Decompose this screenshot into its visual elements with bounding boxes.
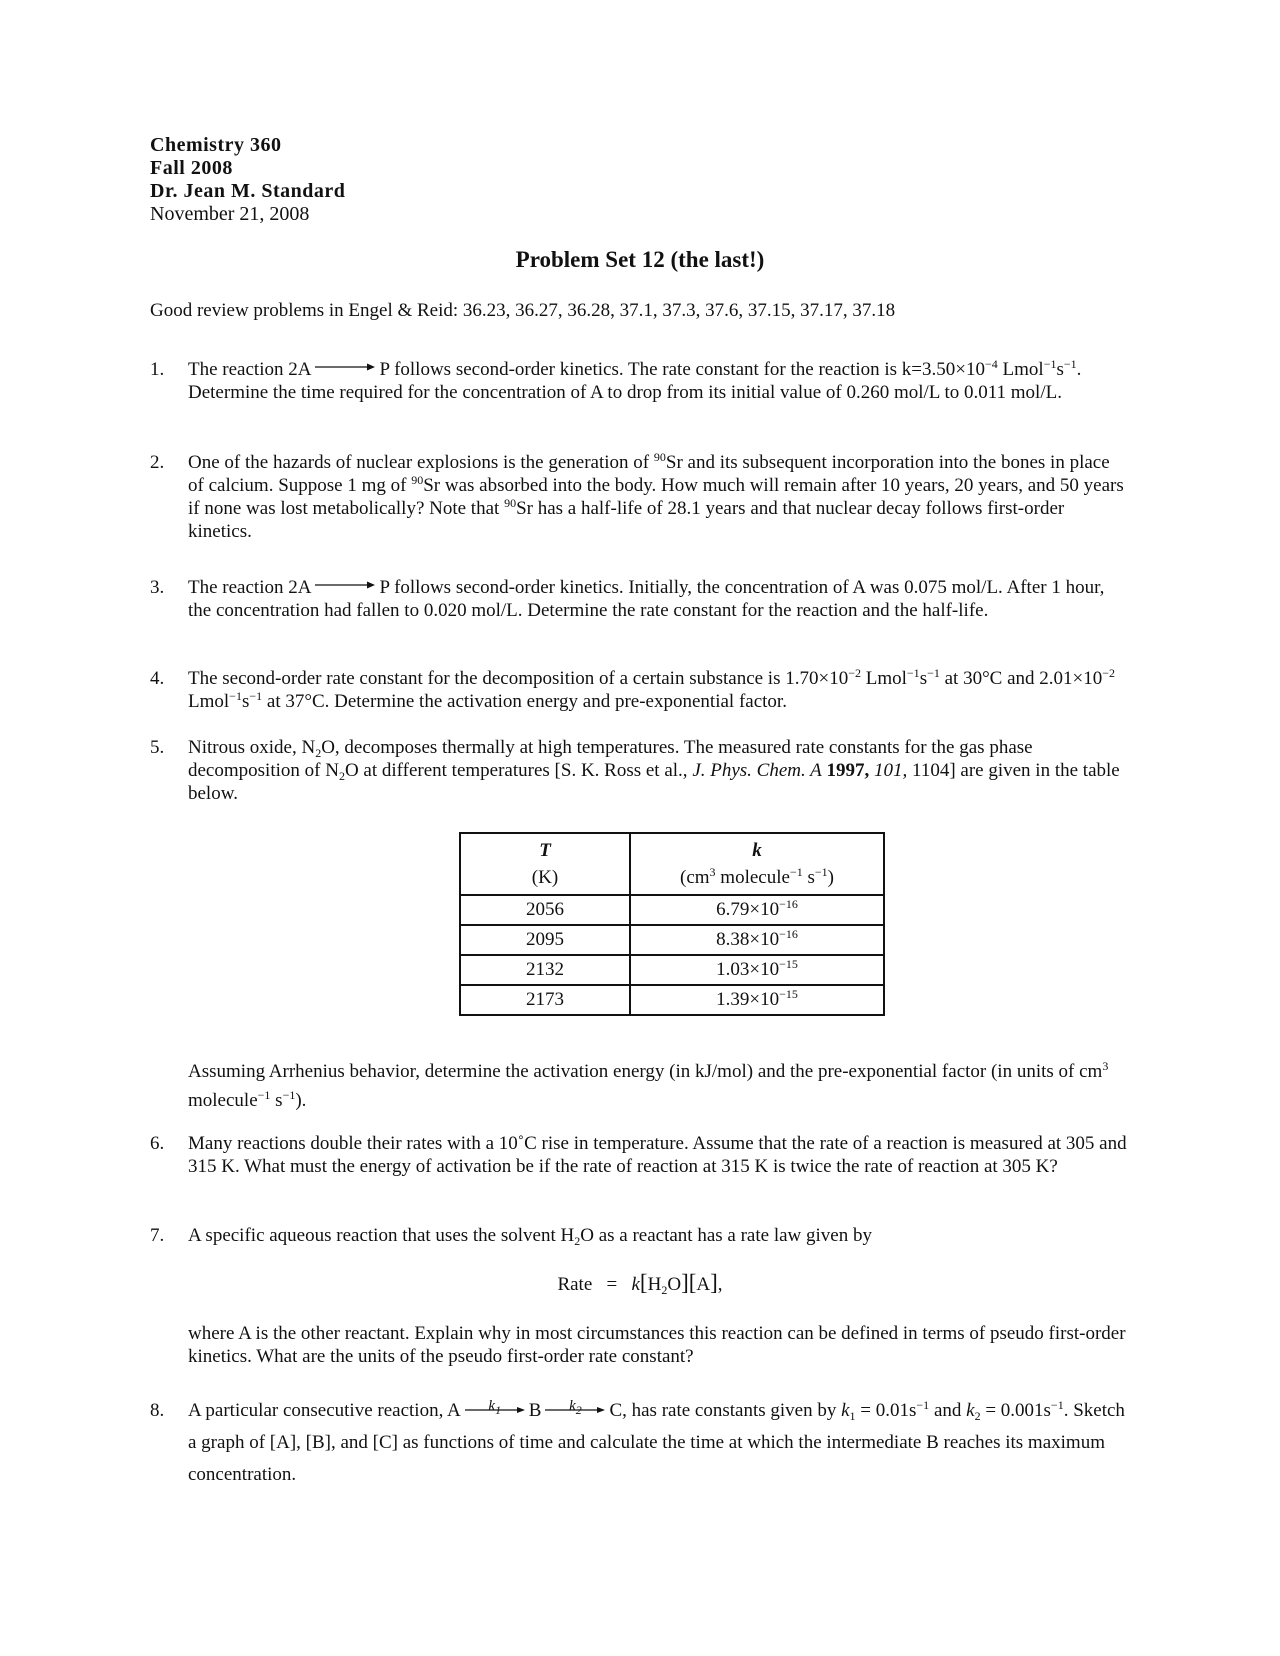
text: Nitrous oxide, N (188, 737, 316, 758)
text: O at different temperatures [S. K. Ross et al., (344, 760, 693, 781)
problem-2 (150, 451, 1130, 543)
text: B (528, 1400, 542, 1421)
exponent: −1 (257, 1088, 271, 1102)
text: = 0.001s (980, 1400, 1051, 1421)
text: s (1056, 359, 1064, 380)
value: 1.03×10 (716, 959, 780, 980)
value: 6.79×10 (716, 899, 780, 920)
column-unit: (K) (531, 867, 559, 888)
isotope-number: 90 (504, 496, 517, 510)
table-row (460, 955, 884, 985)
rate-constant-symbol: k (631, 1274, 640, 1295)
problem-text: Many reactions double their rates with a 10˚C rise in temperature. Assume that the rate of a reaction is measured at 305 and 315 K. What must the energy of activation be if the rate of reaction at 315 K is twice the rate of reaction at 305 K? (188, 1133, 1127, 1177)
problem-7 (150, 1224, 1130, 1247)
unit-text: s (802, 867, 815, 888)
text: C, has rate constants given by (609, 1400, 842, 1421)
text: molecule (188, 1090, 258, 1111)
text: Sr has a half-life of 28.1 years and that nuclear decay follows first-order kinetics. (188, 498, 1065, 542)
rate-arrow-k2 (545, 1396, 605, 1418)
text: P follows second-order kinetics. Initially, the concentration of A was 0.075 mol/L. After 1 hour, the concentration had fallen to 0.020 mol/L. Determine the rate constant for the reaction and the half-life. (188, 577, 1105, 621)
problem-number: 7. (150, 1225, 165, 1246)
rate-arrow-k1 (465, 1396, 525, 1418)
reaction-arrow-icon (315, 362, 375, 372)
exponent: −1 (927, 666, 940, 680)
term: Fall 2008 (150, 157, 233, 179)
problem-number: 6. (150, 1133, 165, 1154)
reaction-arrow-icon (315, 580, 375, 590)
text: at 37°C. Determine the activation energy and pre-exponential factor. (262, 691, 787, 712)
journal-volume: 101, (874, 760, 908, 781)
exponent: −1 (282, 1088, 296, 1102)
rate-constant-cell (630, 895, 884, 925)
temperature-cell: 2132 (460, 955, 630, 985)
equals-sign: = (606, 1274, 618, 1295)
text: O (667, 1274, 682, 1295)
exponent: −1 (229, 689, 242, 703)
subscript: 2 (574, 1234, 581, 1248)
text: The second-order rate constant for the decomposition of a certain substance is 1.70×10 (188, 668, 849, 689)
table-row (460, 985, 884, 1015)
journal-name: J. Phys. Chem. A (692, 760, 822, 781)
exponent: 3 (1102, 1059, 1109, 1073)
exponent: −15 (779, 957, 798, 971)
problem-8 (150, 1395, 1130, 1491)
subscript: 2 (575, 1403, 582, 1417)
column-header-temperature (460, 833, 630, 895)
text: A specific aqueous reaction that uses the solvent H (188, 1225, 575, 1246)
instructor: Dr. Jean M. Standard (150, 180, 346, 202)
problem-text (188, 1395, 1130, 1491)
text: s (919, 668, 928, 689)
problem-5-followup (150, 1057, 1130, 1115)
problem-text (188, 736, 1130, 805)
text: H (647, 1274, 662, 1295)
text: at 30°C and 2.01×10 (939, 668, 1103, 689)
temperature-cell: 2173 (460, 985, 630, 1015)
header-block (150, 134, 345, 226)
isotope-number: 90 (411, 473, 424, 487)
text: The reaction 2A (188, 577, 312, 598)
unit-text: ) (827, 867, 834, 888)
text: O, decomposes thermally at high temperatures. The measured rate constants for the gas phase decomposition of N (188, 737, 1033, 781)
column-symbol: T (539, 840, 551, 861)
problem-number: 2. (150, 452, 165, 473)
text: Assuming Arrhenius behavior, determine the activation energy (in kJ/mol) and the pre-exponential factor (in units of cm (188, 1061, 1103, 1082)
exponent: −4 (984, 357, 998, 371)
text: 1104] are given in the table below. (188, 760, 1120, 804)
subscript: 2 (338, 769, 345, 783)
column-symbol: k (752, 840, 762, 861)
rate-law-equation: Rate = $k[H_2O][A]$, (557, 1270, 723, 1297)
text: . Sketch a graph of [A], [B], and [C] as functions of time and calculate the time at which the intermediate B reaches its maximum concentration. (188, 1400, 1125, 1485)
text: . Determine the time required for the concentration of A to drop from its initial value of 0.260 mol/L to 0.011 mol/L. (188, 359, 1082, 403)
review-problems: Good review problems in Engel & Reid: 36.23, 36.27, 36.28, 37.1, 37.3, 37.6, 37.15, 37.17, 37.18 (150, 300, 896, 321)
problem-text (188, 1224, 1130, 1247)
problem-text: where A is the other reactant. Explain why in most circumstances this reaction can be defined in terms of pseudo first-order kinetics. What are the units of the pseudo first-order rate constant? (188, 1323, 1126, 1367)
text: Sr and its subsequent incorporation into the bones in place of calcium. Suppose 1 mg of (188, 452, 1110, 496)
rate-constant-symbol: k (966, 1400, 975, 1421)
problem-number: 4. (150, 668, 165, 689)
subscript: 2 (661, 1283, 668, 1297)
exponent: −1 (906, 666, 920, 680)
text: Lmol (188, 691, 230, 712)
subscript: 2 (974, 1409, 981, 1423)
table-row (460, 925, 884, 955)
exponent: −1 (814, 865, 828, 879)
problem-7-followup (150, 1322, 1130, 1368)
value: 1.39×10 (716, 989, 780, 1010)
problem-text (188, 451, 1130, 543)
text: One of the hazards of nuclear explosions is the generation of (188, 452, 654, 473)
problem-3 (150, 576, 1130, 622)
arrow-icon (545, 1406, 605, 1414)
text: and (929, 1400, 967, 1421)
problem-6 (150, 1132, 1130, 1178)
exponent: −1 (1050, 1398, 1064, 1412)
text: , (717, 1274, 723, 1295)
rate-constant-cell (630, 985, 884, 1015)
rate-constant-table (459, 832, 885, 1016)
rate-constant-cell (630, 955, 884, 985)
text: Sr was absorbed into the body. How much will remain after 10 years, 20 years, and 50 years if none was lost metabolically? Note that (188, 475, 1124, 519)
problem-text (188, 576, 1130, 622)
problem-5 (150, 736, 1130, 805)
exponent: −16 (779, 927, 798, 941)
journal-year: 1997, (821, 760, 875, 781)
exponent: −1 (1043, 357, 1057, 371)
label: k (569, 1398, 576, 1414)
exponent: −16 (779, 897, 798, 911)
text: = 0.01s (855, 1400, 917, 1421)
unit-text: (cm (680, 867, 710, 888)
problem-number: 5. (150, 737, 165, 758)
text: A particular consecutive reaction, A (188, 1400, 461, 1421)
problem-number: 8. (150, 1400, 165, 1421)
arrow-icon (465, 1406, 525, 1414)
subscript: 2 (315, 746, 322, 760)
problem-text (188, 358, 1130, 404)
exponent: 3 (709, 865, 716, 879)
value: 8.38×10 (716, 929, 780, 950)
problem-1 (150, 358, 1130, 404)
label: k (488, 1398, 496, 1414)
text: The reaction 2A (188, 359, 312, 380)
text: A (696, 1274, 711, 1295)
exponent: −1 (916, 1398, 930, 1412)
exponent: −15 (779, 987, 798, 1001)
problem-text (188, 1057, 1130, 1115)
problem-4 (150, 667, 1130, 713)
equation-lhs: Rate (557, 1274, 593, 1295)
unit-text: molecule (715, 867, 790, 888)
problem-text (188, 667, 1130, 713)
temperature-cell: 2056 (460, 895, 630, 925)
table-row (460, 895, 884, 925)
text: P follows second-order kinetics. The rate constant for the reaction is k=3.50×10 (379, 359, 985, 380)
exponent: −1 (789, 865, 803, 879)
text: Lmol (860, 668, 907, 689)
text: Lmol (1002, 359, 1044, 380)
exponent: −2 (1102, 666, 1116, 680)
text: s (241, 691, 250, 712)
isotope-number: 90 (653, 450, 666, 464)
exponent: −1 (1063, 357, 1077, 371)
table-header-row (460, 833, 884, 895)
page-title: Problem Set 12 (the last!) (515, 247, 765, 272)
exponent: −1 (249, 689, 263, 703)
temperature-cell: 2095 (460, 925, 630, 955)
course-name: Chemistry 360 (150, 134, 282, 156)
subscript: 1 (495, 1403, 502, 1417)
exponent: −2 (848, 666, 861, 680)
subscript: 1 (849, 1409, 856, 1423)
problem-number: 1. (150, 359, 165, 380)
column-header-rate-constant (630, 833, 884, 895)
text: O as a reactant has a rate law given by (580, 1225, 872, 1246)
rate-constant-symbol: k (841, 1400, 850, 1421)
rate-constant-cell (630, 925, 884, 955)
date: November 21, 2008 (150, 203, 310, 225)
text: s (270, 1090, 283, 1111)
problem-number: 3. (150, 577, 165, 598)
text: ). (295, 1090, 307, 1111)
